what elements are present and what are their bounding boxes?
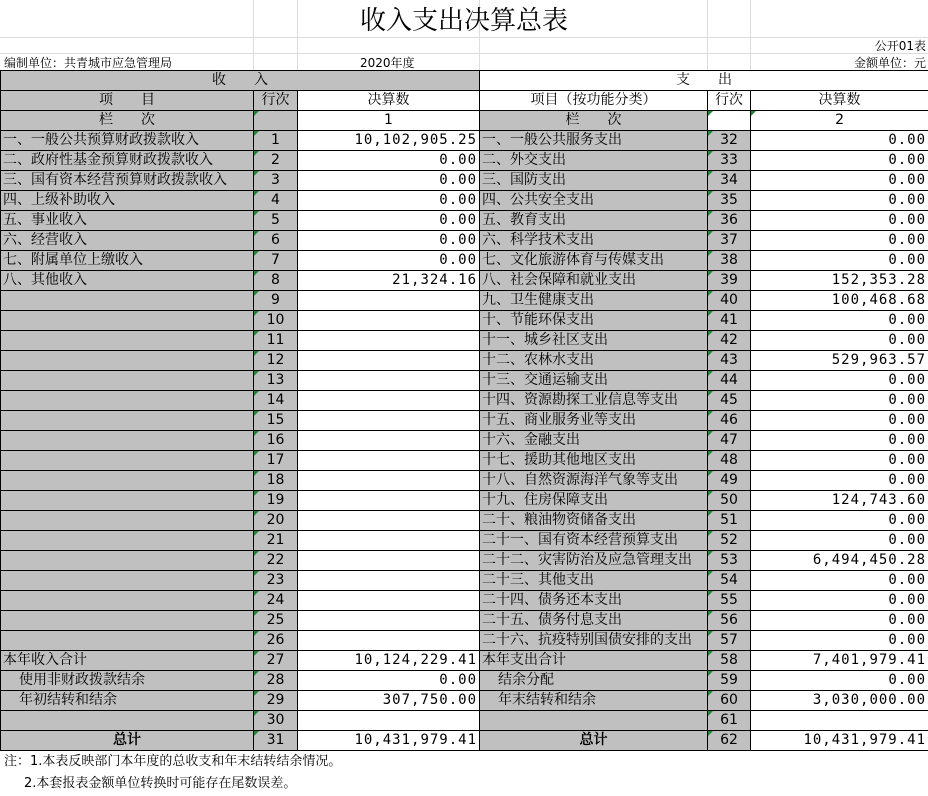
income-rowno-cell: 27 bbox=[254, 651, 298, 671]
income-item-cell bbox=[1, 451, 254, 471]
expense-item-cell: 二十六、抗疫特别国债安排的支出 bbox=[480, 631, 708, 651]
expense-col-empty bbox=[708, 111, 751, 131]
expense-item-cell: 六、科学技术支出 bbox=[480, 231, 708, 251]
expense-item-cell: 十二、农林水支出 bbox=[480, 351, 708, 371]
expense-col-number: 2 bbox=[751, 111, 928, 131]
income-rowno-cell: 17 bbox=[254, 451, 298, 471]
expense-header: 支 出 bbox=[480, 71, 928, 91]
income-item-cell: 八、其他收入 bbox=[1, 271, 254, 291]
income-item-cell: 三、国有资本经营预算财政拨款收入 bbox=[1, 171, 254, 191]
income-amount-cell bbox=[298, 331, 480, 351]
expense-rowno-cell: 54 bbox=[708, 571, 751, 591]
income-amount-cell bbox=[298, 611, 480, 631]
income-amount-cell bbox=[298, 351, 480, 371]
expense-rowno-cell: 61 bbox=[708, 711, 751, 731]
income-item-cell bbox=[1, 591, 254, 611]
income-col-label: 栏 次 bbox=[1, 111, 254, 131]
table-row bbox=[1, 411, 928, 431]
income-rowno-cell: 8 bbox=[254, 271, 298, 291]
table-row bbox=[1, 231, 928, 251]
income-item-cell bbox=[1, 411, 254, 431]
table-row bbox=[1, 251, 928, 271]
table-row bbox=[1, 711, 928, 731]
income-amount-cell bbox=[298, 491, 480, 511]
income-rowno-cell: 2 bbox=[254, 151, 298, 171]
income-item-cell bbox=[1, 511, 254, 531]
income-rowno-cell: 11 bbox=[254, 331, 298, 351]
table-row bbox=[1, 291, 928, 311]
expense-amount-cell: 0.00 bbox=[751, 311, 928, 331]
expense-amount-cell: 0.00 bbox=[751, 431, 928, 451]
income-grand-total-amount: 10,431,979.41 bbox=[298, 731, 480, 751]
income-amount-cell bbox=[298, 431, 480, 451]
income-item-cell: 本年收入合计 bbox=[1, 651, 254, 671]
income-amount-cell bbox=[298, 311, 480, 331]
expense-rowno-cell: 48 bbox=[708, 451, 751, 471]
income-amount-cell bbox=[298, 471, 480, 491]
income-amount-cell: 0.00 bbox=[298, 191, 480, 211]
income-rowno-cell: 25 bbox=[254, 611, 298, 631]
income-amount-cell: 0.00 bbox=[298, 671, 480, 691]
expense-amount-cell: 529,963.57 bbox=[751, 351, 928, 371]
income-col-number: 1 bbox=[298, 111, 480, 131]
expense-item-cell: 十五、商业服务业等支出 bbox=[480, 411, 708, 431]
expense-rowno-cell: 39 bbox=[708, 271, 751, 291]
income-item-cell bbox=[1, 351, 254, 371]
expense-amount-cell: 0.00 bbox=[751, 671, 928, 691]
income-amount-cell bbox=[298, 291, 480, 311]
expense-col-label: 栏 次 bbox=[480, 111, 708, 131]
income-rowno-cell: 6 bbox=[254, 231, 298, 251]
table-row bbox=[1, 151, 928, 171]
expense-amount-cell: 0.00 bbox=[751, 411, 928, 431]
report-title: 收入支出决算总表 bbox=[359, 6, 568, 36]
table-row bbox=[1, 391, 928, 411]
income-rowno-cell: 4 bbox=[254, 191, 298, 211]
table-row bbox=[1, 511, 928, 531]
income-col-empty bbox=[254, 111, 298, 131]
income-item-cell bbox=[1, 331, 254, 351]
table-row bbox=[1, 211, 928, 231]
income-rowno-cell: 12 bbox=[254, 351, 298, 371]
form-code: 公开01表 bbox=[874, 39, 926, 53]
income-item-cell bbox=[1, 571, 254, 591]
income-rowno-cell: 3 bbox=[254, 171, 298, 191]
expense-rowno-cell: 53 bbox=[708, 551, 751, 571]
table-row bbox=[1, 351, 928, 371]
expense-rowno-cell: 46 bbox=[708, 411, 751, 431]
expense-rowno-cell: 56 bbox=[708, 611, 751, 631]
expense-item-cell: 十七、援助其他地区支出 bbox=[480, 451, 708, 471]
income-amount-cell bbox=[298, 411, 480, 431]
expense-item-cell: 本年支出合计 bbox=[480, 651, 708, 671]
income-rowno-cell: 16 bbox=[254, 431, 298, 451]
income-amount-cell: 10,102,905.25 bbox=[298, 131, 480, 151]
income-amount-header: 决算数 bbox=[298, 91, 480, 111]
expense-rowno-cell: 45 bbox=[708, 391, 751, 411]
expense-amount-cell: 0.00 bbox=[751, 631, 928, 651]
expense-rowno-cell: 42 bbox=[708, 331, 751, 351]
income-amount-cell bbox=[298, 591, 480, 611]
expense-item-cell: 十、节能环保支出 bbox=[480, 311, 708, 331]
income-item-cell: 年初结转和结余 bbox=[1, 691, 254, 711]
expense-rowno-cell: 58 bbox=[708, 651, 751, 671]
table-row bbox=[1, 611, 928, 631]
income-item-cell bbox=[1, 551, 254, 571]
income-expense-table bbox=[0, 70, 928, 751]
income-amount-cell bbox=[298, 391, 480, 411]
income-rowno-cell: 20 bbox=[254, 511, 298, 531]
table-row bbox=[1, 491, 928, 511]
expense-item-header: 项目（按功能分类） bbox=[480, 91, 708, 111]
income-item-cell: 一、一般公共预算财政拨款收入 bbox=[1, 131, 254, 151]
expense-item-cell: 二十四、债务还本支出 bbox=[480, 591, 708, 611]
income-rowno-cell: 22 bbox=[254, 551, 298, 571]
income-item-cell bbox=[1, 311, 254, 331]
table-row bbox=[1, 551, 928, 571]
expense-amount-cell: 0.00 bbox=[751, 331, 928, 351]
expense-rowno-cell: 55 bbox=[708, 591, 751, 611]
expense-amount-header: 决算数 bbox=[751, 91, 928, 111]
income-amount-cell: 21,324.16 bbox=[298, 271, 480, 291]
expense-amount-cell: 0.00 bbox=[751, 451, 928, 471]
income-rowno-cell: 7 bbox=[254, 251, 298, 271]
expense-rowno-cell: 50 bbox=[708, 491, 751, 511]
expense-item-cell: 四、公共安全支出 bbox=[480, 191, 708, 211]
expense-rowno-cell: 52 bbox=[708, 531, 751, 551]
income-amount-cell bbox=[298, 451, 480, 471]
income-item-cell bbox=[1, 371, 254, 391]
expense-amount-cell: 0.00 bbox=[751, 511, 928, 531]
expense-rowno-cell: 37 bbox=[708, 231, 751, 251]
income-item-cell bbox=[1, 631, 254, 651]
income-header: 收 入 bbox=[1, 71, 480, 91]
expense-rowno-cell: 47 bbox=[708, 431, 751, 451]
income-amount-cell: 10,124,229.41 bbox=[298, 651, 480, 671]
income-rowno-cell: 9 bbox=[254, 291, 298, 311]
expense-item-cell: 二十五、债务付息支出 bbox=[480, 611, 708, 631]
expense-rowno-cell: 40 bbox=[708, 291, 751, 311]
expense-item-cell: 五、教育支出 bbox=[480, 211, 708, 231]
expense-item-cell: 结余分配 bbox=[480, 671, 708, 691]
income-item-cell bbox=[1, 391, 254, 411]
income-rowno-cell: 29 bbox=[254, 691, 298, 711]
income-item-cell: 五、事业收入 bbox=[1, 211, 254, 231]
income-amount-cell bbox=[298, 631, 480, 651]
expense-rowno-cell: 59 bbox=[708, 671, 751, 691]
expense-item-cell: 年末结转和结余 bbox=[480, 691, 708, 711]
table-row bbox=[1, 471, 928, 491]
table-row bbox=[1, 171, 928, 191]
expense-rowno-cell: 51 bbox=[708, 511, 751, 531]
income-item-header: 项 目 bbox=[1, 91, 254, 111]
expense-item-cell: 二十二、灾害防治及应急管理支出 bbox=[480, 551, 708, 571]
income-rowno-cell: 26 bbox=[254, 631, 298, 651]
income-rowno-cell: 19 bbox=[254, 491, 298, 511]
income-rowno-cell: 13 bbox=[254, 371, 298, 391]
table-row bbox=[1, 191, 928, 211]
table-row bbox=[1, 531, 928, 551]
income-rowno-cell: 21 bbox=[254, 531, 298, 551]
table-row bbox=[1, 131, 928, 151]
income-amount-cell bbox=[298, 531, 480, 551]
income-rowno-cell: 23 bbox=[254, 571, 298, 591]
expense-item-cell: 一、一般公共服务支出 bbox=[480, 131, 708, 151]
grand-total-row bbox=[1, 731, 928, 751]
income-rowno-header: 行次 bbox=[254, 91, 298, 111]
income-rowno-cell: 28 bbox=[254, 671, 298, 691]
income-grand-total-label: 总计 bbox=[1, 731, 254, 751]
expense-amount-cell: 0.00 bbox=[751, 611, 928, 631]
income-amount-cell bbox=[298, 571, 480, 591]
income-item-cell: 四、上级补助收入 bbox=[1, 191, 254, 211]
table-row bbox=[1, 431, 928, 451]
income-amount-cell: 0.00 bbox=[298, 171, 480, 191]
income-amount-cell: 0.00 bbox=[298, 231, 480, 251]
income-rowno-cell: 15 bbox=[254, 411, 298, 431]
expense-rowno-cell: 60 bbox=[708, 691, 751, 711]
expense-grand-total-rowno: 62 bbox=[708, 731, 751, 751]
expense-amount-cell: 0.00 bbox=[751, 571, 928, 591]
expense-rowno-cell: 36 bbox=[708, 211, 751, 231]
expense-item-cell: 七、文化旅游体育与传媒支出 bbox=[480, 251, 708, 271]
expense-amount-cell: 0.00 bbox=[751, 471, 928, 491]
expense-amount-cell: 100,468.68 bbox=[751, 291, 928, 311]
income-item-cell bbox=[1, 471, 254, 491]
income-amount-cell: 307,750.00 bbox=[298, 691, 480, 711]
table-row bbox=[1, 671, 928, 691]
currency-label: 金额单位：元 bbox=[853, 56, 926, 70]
expense-amount-cell: 0.00 bbox=[751, 211, 928, 231]
expense-amount-cell: 0.00 bbox=[751, 231, 928, 251]
income-item-cell: 七、附属单位上缴收入 bbox=[1, 251, 254, 271]
income-amount-cell bbox=[298, 711, 480, 731]
expense-amount-cell: 3,030,000.00 bbox=[751, 691, 928, 711]
expense-amount-cell: 0.00 bbox=[751, 531, 928, 551]
expense-item-cell: 十九、住房保障支出 bbox=[480, 491, 708, 511]
table-row bbox=[1, 651, 928, 671]
income-item-cell: 六、经营收入 bbox=[1, 231, 254, 251]
expense-rowno-cell: 34 bbox=[708, 171, 751, 191]
expense-item-cell: 十六、金融支出 bbox=[480, 431, 708, 451]
note-2: 2.本套报表金额单位转换时可能存在尾数误差。 bbox=[24, 776, 297, 791]
expense-amount-cell: 152,353.28 bbox=[751, 271, 928, 291]
income-item-cell: 二、政府性基金预算财政拨款收入 bbox=[1, 151, 254, 171]
income-rowno-cell: 30 bbox=[254, 711, 298, 731]
income-rowno-cell: 18 bbox=[254, 471, 298, 491]
income-grand-total-rowno: 31 bbox=[254, 731, 298, 751]
note-1: 注：1.本表反映部门本年度的总收支和年末结转结余情况。 bbox=[4, 754, 342, 769]
expense-amount-cell: 0.00 bbox=[751, 591, 928, 611]
income-item-cell bbox=[1, 711, 254, 731]
expense-amount-cell: 7,401,979.41 bbox=[751, 651, 928, 671]
income-item-cell bbox=[1, 611, 254, 631]
table-row bbox=[1, 631, 928, 651]
expense-rowno-cell: 32 bbox=[708, 131, 751, 151]
expense-amount-cell: 0.00 bbox=[751, 371, 928, 391]
expense-rowno-cell: 44 bbox=[708, 371, 751, 391]
expense-item-cell: 八、社会保障和就业支出 bbox=[480, 271, 708, 291]
income-amount-cell: 0.00 bbox=[298, 151, 480, 171]
income-amount-cell: 0.00 bbox=[298, 211, 480, 231]
income-rowno-cell: 24 bbox=[254, 591, 298, 611]
income-rowno-cell: 10 bbox=[254, 311, 298, 331]
expense-rowno-cell: 41 bbox=[708, 311, 751, 331]
expense-amount-cell: 0.00 bbox=[751, 191, 928, 211]
expense-item-cell bbox=[480, 711, 708, 731]
expense-rowno-cell: 43 bbox=[708, 351, 751, 371]
expense-item-cell: 十四、资源勘探工业信息等支出 bbox=[480, 391, 708, 411]
expense-amount-cell: 0.00 bbox=[751, 131, 928, 151]
expense-amount-cell: 124,743.60 bbox=[751, 491, 928, 511]
expense-item-cell: 二十、粮油物资储备支出 bbox=[480, 511, 708, 531]
expense-item-cell: 十一、城乡社区支出 bbox=[480, 331, 708, 351]
income-rowno-cell: 14 bbox=[254, 391, 298, 411]
unit-label: 编制单位：共青城市应急管理局 bbox=[4, 56, 173, 70]
expense-item-cell: 二十一、国有资本经营预算支出 bbox=[480, 531, 708, 551]
expense-item-cell: 十八、自然资源海洋气象等支出 bbox=[480, 471, 708, 491]
expense-amount-cell: 6,494,450.28 bbox=[751, 551, 928, 571]
table-row bbox=[1, 271, 928, 291]
income-rowno-cell: 5 bbox=[254, 211, 298, 231]
income-item-cell bbox=[1, 291, 254, 311]
expense-rowno-cell: 35 bbox=[708, 191, 751, 211]
expense-item-cell: 九、卫生健康支出 bbox=[480, 291, 708, 311]
income-amount-cell bbox=[298, 551, 480, 571]
table-row bbox=[1, 371, 928, 391]
income-item-cell bbox=[1, 531, 254, 551]
table-row bbox=[1, 451, 928, 471]
expense-amount-cell: 0.00 bbox=[751, 251, 928, 271]
expense-grand-total-amount: 10,431,979.41 bbox=[751, 731, 928, 751]
income-item-cell: 使用非财政拨款结余 bbox=[1, 671, 254, 691]
expense-amount-cell: 0.00 bbox=[751, 151, 928, 171]
income-amount-cell bbox=[298, 511, 480, 531]
expense-amount-cell: 0.00 bbox=[751, 391, 928, 411]
income-item-cell bbox=[1, 491, 254, 511]
expense-rowno-cell: 49 bbox=[708, 471, 751, 491]
year-label: 2020年度 bbox=[360, 56, 415, 70]
expense-grand-total-label: 总计 bbox=[480, 731, 708, 751]
table-row bbox=[1, 591, 928, 611]
table-row bbox=[1, 331, 928, 351]
expense-rowno-cell: 38 bbox=[708, 251, 751, 271]
income-item-cell bbox=[1, 431, 254, 451]
expense-item-cell: 二、外交支出 bbox=[480, 151, 708, 171]
table-row bbox=[1, 571, 928, 591]
table-row bbox=[1, 691, 928, 711]
income-rowno-cell: 1 bbox=[254, 131, 298, 151]
expense-rowno-cell: 57 bbox=[708, 631, 751, 651]
expense-rowno-header: 行次 bbox=[708, 91, 751, 111]
income-amount-cell bbox=[298, 371, 480, 391]
expense-amount-cell: 0.00 bbox=[751, 171, 928, 191]
income-amount-cell: 0.00 bbox=[298, 251, 480, 271]
expense-item-cell: 十三、交通运输支出 bbox=[480, 371, 708, 391]
expense-item-cell: 三、国防支出 bbox=[480, 171, 708, 191]
expense-rowno-cell: 33 bbox=[708, 151, 751, 171]
expense-amount-cell bbox=[751, 711, 928, 731]
table-row bbox=[1, 311, 928, 331]
expense-item-cell: 二十三、其他支出 bbox=[480, 571, 708, 591]
